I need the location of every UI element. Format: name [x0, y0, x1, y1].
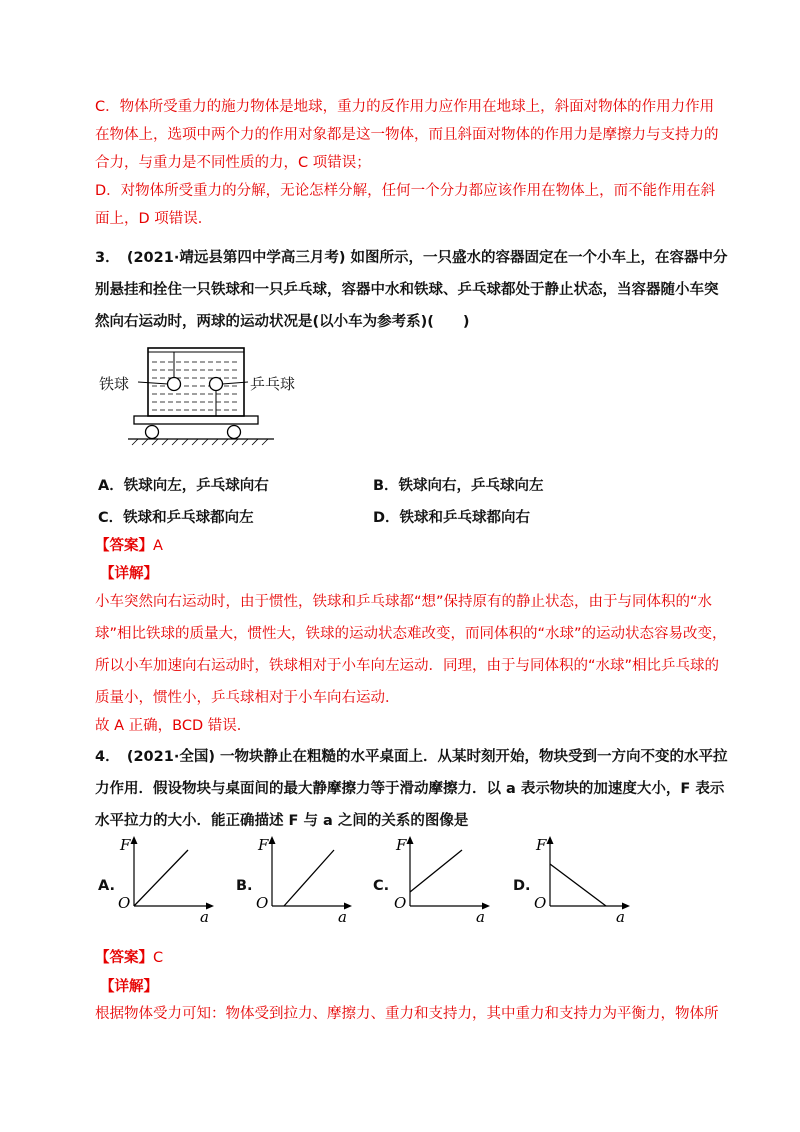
prev-solution-line: C．物体所受重力的施力物体是地球，重力的反作用力应作用在地球上，斜面对物体的作用力作用: [95, 99, 715, 115]
question-3-line: 别悬挂和拴住一只铁球和一只乒乓球，容器中水和铁球、乒乓球都处于静止状态，当容器随小车突: [95, 282, 719, 298]
question-3-line: 然向右运动时，两球的运动状况是(以小车为参考系)( ): [95, 314, 470, 330]
graph-d-line: [550, 864, 606, 906]
prev-solution-line: 在物体上，选项中两个力的作用对象都是这一物体，而且斜面对物体的作用力是摩擦力与支持力的: [95, 127, 719, 143]
question-4-line: 力作用．假设物块与桌面间的最大静摩擦力等于滑动摩擦力．以 a 表示物块的加速度大小，F 表示: [95, 781, 725, 797]
graph-d: [528, 832, 638, 922]
water-container: [148, 348, 244, 416]
cart-container-figure: [98, 342, 298, 446]
graph-d-origin: O: [534, 894, 547, 912]
graph-a: [112, 832, 222, 922]
ping-pong-ball-label: 乒乓球: [250, 375, 296, 393]
answer-value: A: [153, 538, 163, 554]
detail-label: 【详解】: [100, 566, 158, 582]
question-3-line: 3． (2021·靖远县第四中学高三月考) 如图所示，一只盛水的容器固定在一个小车上，在容器中分: [95, 250, 728, 266]
graph-b: [250, 832, 360, 922]
ping-pong-ball: [210, 378, 223, 391]
graph-a-origin: O: [118, 894, 131, 912]
detail-line: 质量小，惯性小，乒乓球相对于小车向右运动．: [95, 690, 400, 706]
graph-b-y-label: F: [258, 836, 269, 854]
cart-wheel: [228, 426, 241, 439]
graph-b-x-label: a: [338, 908, 347, 922]
question-4-line: 水平拉力的大小．能正确描述 F 与 a 之间的关系的图像是: [95, 813, 469, 829]
water-lines: [152, 362, 240, 410]
answer-value: C: [153, 950, 164, 966]
graph-c-x-label: a: [476, 908, 485, 922]
answer-line: [95, 536, 715, 556]
graph-a-option: A.: [98, 878, 115, 894]
option-d: D．铁球和乒乓球都向右: [373, 510, 531, 526]
graph-d-option: D.: [513, 878, 531, 894]
graph-c-option: C.: [373, 878, 390, 894]
iron-ball: [168, 378, 181, 391]
graph-c-y-label: F: [396, 836, 407, 854]
graph-b-origin: O: [256, 894, 269, 912]
detail-line: 小车突然向右运动时，由于惯性，铁球和乒乓球都“想”保持原有的静止状态，由于与同体积的“水: [95, 594, 713, 610]
iron-ball-label: 铁球: [99, 375, 130, 393]
detail-line: 所以小车加速向右运动时，铁球相对于小车向左运动．同理，由于与同体积的“水球”相比乒乓球的: [95, 658, 720, 674]
cart-wheel: [146, 426, 159, 439]
prev-solution-line: 面上，D 项错误．: [95, 211, 213, 227]
detail-label: 【详解】: [100, 979, 158, 995]
graph-a-y-label: F: [120, 836, 131, 854]
option-c: C．铁球和乒乓球都向左: [98, 510, 254, 526]
graph-a-x-label: a: [200, 908, 209, 922]
answer-label: 【答案】: [95, 538, 153, 554]
question-4-line: 4． (2021·全国) 一物块静止在粗糙的水平桌面上．从某时刻开始，物块受到一方向不变的水平拉: [95, 749, 728, 765]
graph-d-x-label: a: [616, 908, 625, 922]
detail-line: 故 A 正确，BCD 错误．: [95, 718, 252, 734]
graph-c-origin: O: [394, 894, 407, 912]
graph-a-line: [134, 850, 188, 906]
prev-solution-line: 合力，与重力是不同性质的力，C 项错误；: [95, 155, 371, 171]
prev-solution-line: D．对物体所受重力的分解，无论怎样分解，任何一个分力都应该作用在物体上，而不能作用在斜: [95, 183, 716, 199]
cart-body: [134, 416, 258, 424]
answer-label: 【答案】: [95, 950, 153, 966]
graph-d-y-label: F: [536, 836, 547, 854]
option-a: A．铁球向左，乒乓球向右: [98, 478, 269, 494]
graph-c: [388, 832, 498, 922]
answer-line: [95, 948, 715, 968]
detail-line: 根据物体受力可知：物体受到拉力、摩擦力、重力和支持力，其中重力和支持力为平衡力，物体所: [95, 1006, 719, 1022]
detail-line: 球”相比铁球的质量大，惯性大，铁球的运动状态难改变，而同体积的“水球”的运动状态容易改变，: [95, 626, 727, 642]
option-b: B．铁球向右，乒乓球向左: [373, 478, 544, 494]
graph-c-line: [410, 850, 462, 892]
graph-b-line: [284, 850, 334, 906]
graph-b-option: B.: [236, 878, 253, 894]
